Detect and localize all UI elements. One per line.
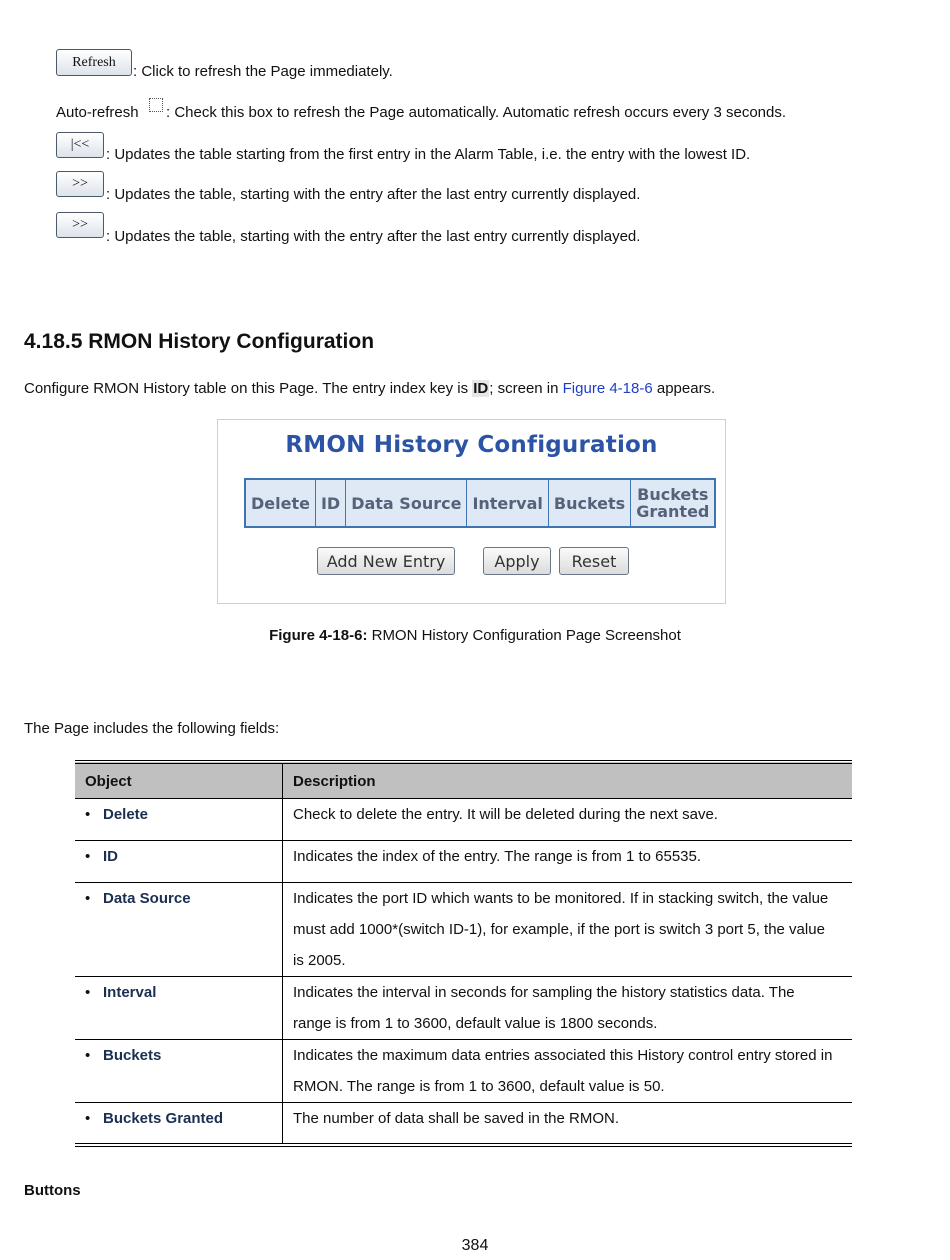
rmon-history-table [244,478,716,528]
refresh-button[interactable]: Refresh [56,49,132,76]
header-object: Object [75,762,283,799]
next-entry-button[interactable]: >> [56,171,104,197]
col-data-source: Data Source [346,479,467,527]
description-line: Indicates the port ID which wants to be monitored. If in stacking switch, the value [293,890,829,907]
reset-button[interactable]: Reset [559,547,629,575]
apply-button[interactable]: Apply [483,547,551,575]
object-cell: • ID [75,841,283,883]
table-row [75,841,852,883]
object-name: Interval [103,984,157,1001]
object-cell: • Buckets Granted [75,1103,283,1145]
description-line: Indicates the index of the entry. The range is from 1 to 65535. [293,848,702,865]
figure-caption-text: RMON History Configuration Page Screenshot [367,627,681,644]
description-line: The number of data shall be saved in the RMON. [293,1110,620,1127]
description-line: RMON. The range is from 1 to 3600, default value is 50. [293,1078,665,1095]
object-name: ID [103,848,118,865]
object-cell: • Data Source [75,883,283,977]
page-number: 384 [461,1237,489,1254]
next-entry-description-2: : Updates the table, starting with the entry after the last entry currently displayed. [106,228,641,245]
description-cell [283,1040,853,1103]
description-line: Indicates the maximum data entries associated this History control entry stored in [293,1047,833,1064]
description-cell [283,883,853,977]
section-intro-key: ID [473,380,489,397]
auto-refresh-description: : Check this box to refresh the Page automatically. Automatic refresh occurs every 3 seconds. [166,104,787,121]
col-buckets: Buckets [548,479,630,527]
description-cell [283,1103,853,1145]
description-cell [283,977,853,1040]
table-row [75,799,852,841]
auto-refresh-label: Auto-refresh [56,104,139,121]
next-entry-button-2[interactable]: >> [56,212,104,238]
section-intro [24,380,715,397]
col-buckets-granted: Buckets Granted [631,479,716,527]
refresh-description: : Click to refresh the Page immediately. [133,63,393,80]
object-name: Data Source [103,890,191,907]
fields-table [75,760,852,1147]
object-name: Buckets Granted [103,1110,224,1127]
figure-caption [0,627,950,644]
fields-intro: The Page includes the following fields: [24,720,280,737]
auto-refresh-checkbox[interactable] [149,98,163,112]
buttons-heading: Buttons [24,1182,81,1199]
table-row [75,883,852,977]
figure-screenshot [217,419,726,604]
object-cell: • Delete [75,799,283,841]
add-new-entry-button[interactable]: Add New Entry [317,547,455,575]
col-id: ID [315,479,345,527]
section-intro-text-b: ; screen in [489,380,563,397]
table-row [75,1040,852,1103]
first-entry-button[interactable]: |<< [56,132,104,158]
object-cell: • Interval [75,977,283,1040]
table-row [75,1103,852,1145]
figure-title: RMON History Configuration [285,432,658,458]
col-interval: Interval [467,479,548,527]
description-line: is 2005. [293,952,346,969]
next-entry-description: : Updates the table, starting with the entry after the last entry currently displayed. [106,186,641,203]
table-row [75,977,852,1040]
object-name: Delete [103,806,149,823]
description-cell [283,799,853,841]
description-cell [283,841,853,883]
col-delete: Delete [245,479,315,527]
description-line: Indicates the interval in seconds for sampling the history statistics data. The [293,984,795,1001]
description-line: must add 1000*(switch ID-1), for example, if the port is switch 3 port 5, the value [293,921,825,938]
description-line: Check to delete the entry. It will be deleted during the next save. [293,806,718,823]
object-cell: • Buckets [75,1040,283,1103]
figure-link[interactable]: Figure 4-18-6 [562,380,653,397]
first-entry-description: : Updates the table starting from the first entry in the Alarm Table, i.e. the entry with the lowest ID. [106,146,751,163]
section-title: 4.18.5 RMON History Configuration [24,330,375,353]
section-intro-text-c: appears. [652,380,716,397]
object-name: Buckets [103,1047,162,1064]
section-intro-text-a: Configure RMON History table on this Page. The entry index key is [24,380,473,397]
description-line: range is from 1 to 3600, default value is 1800 seconds. [293,1015,658,1032]
figure-caption-label: Figure 4-18-6: [269,627,368,644]
header-description: Description [283,762,853,799]
